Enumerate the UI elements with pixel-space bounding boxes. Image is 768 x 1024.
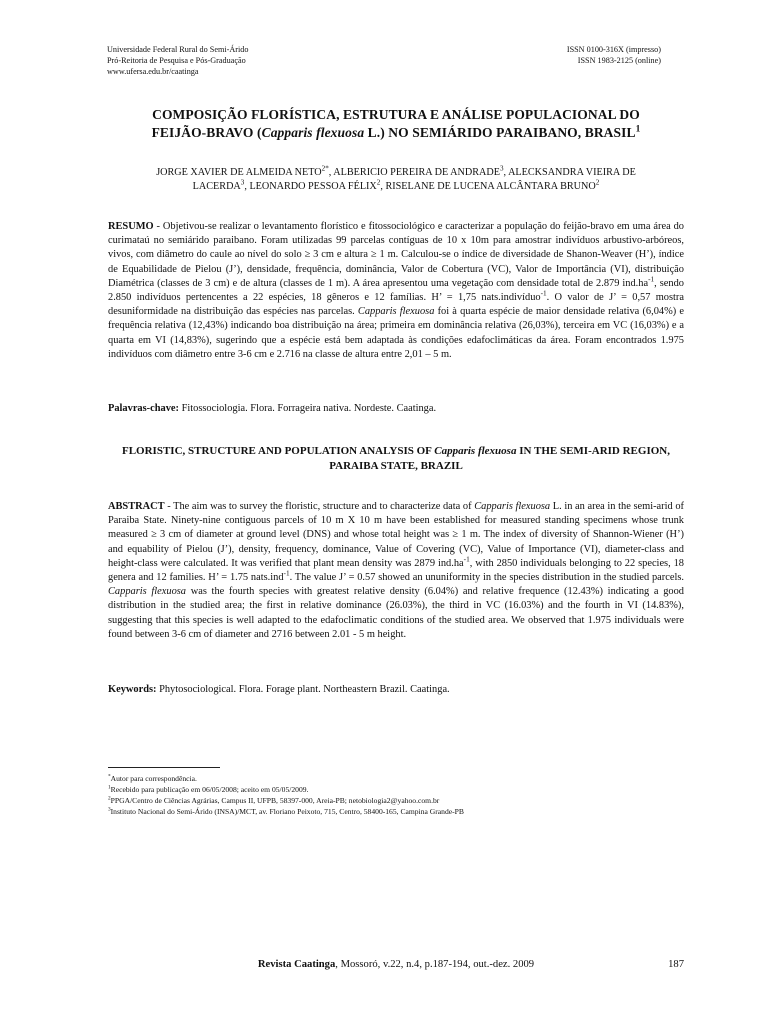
title-line-2 bbox=[108, 124, 684, 142]
author-line-2 bbox=[108, 180, 684, 194]
header-issn-online: ISSN 1983-2125 (online) bbox=[577, 56, 661, 65]
footnote-text: Instituto Nacional do Semi-Árido (INSA)/MCT, av. Floriano Peixoto, 715, Centro, 58400-165, Campina Grande-PB bbox=[110, 807, 464, 816]
footnote-rule bbox=[108, 767, 220, 768]
author-3-cont: LACERDA bbox=[192, 181, 241, 192]
resumo-paragraph bbox=[108, 220, 684, 362]
english-title-species: Capparis flexuosa bbox=[434, 445, 517, 457]
abstract-sup-2: -1 bbox=[283, 569, 290, 578]
footnote-mark: * bbox=[108, 773, 111, 780]
resumo-label: RESUMO bbox=[108, 221, 154, 232]
abstract-text-2: L. in an area in the semi-arid of Paraiba State. Ninety-nine contiguous parcels of 10 m X 10 m have been established for measured standing specimens whose trunk measured ≥ 3 cm of diameter at ground level (DNS) and whose total height was ≥ 1 m. The index of diversity of Shannon-Wiener (H’) and equability of Pielou (J’), density, frequency, dominance, Value of Covering (VC), Value of Importance (VI), diameter-class and height-class were calculated. It was verified that plant mean density was 2879 ind.ha bbox=[108, 501, 684, 569]
keywords-pt-label: Palavras-chave: bbox=[108, 403, 179, 414]
footnote-mark: 2 bbox=[108, 795, 111, 802]
abstract-paragraph bbox=[108, 500, 684, 642]
author-2: , ALBERICIO PEREIRA DE ANDRADE bbox=[328, 167, 500, 178]
abstract-label: ABSTRACT bbox=[108, 501, 165, 512]
title-line-1: COMPOSIÇÃO FLORÍSTICA, ESTRUTURA E ANÁLISE POPULACIONAL DO bbox=[152, 107, 640, 122]
english-title bbox=[108, 444, 684, 474]
english-title-pre: FLORISTIC, STRUCTURE AND POPULATION ANALYSIS OF bbox=[122, 445, 435, 457]
paper-title bbox=[108, 106, 684, 142]
author-2-mark: 3 bbox=[499, 164, 504, 173]
keywords-pt bbox=[108, 402, 684, 416]
title-footnote-mark: 1 bbox=[635, 124, 641, 135]
keywords-en bbox=[108, 683, 684, 697]
english-title-post: IN THE SEMI-ARID REGION, PARAIBA STATE, BRAZIL bbox=[329, 445, 670, 472]
abstract-text-5: was the fourth species with greatest relative density (6.04%) and relative frequence (12.43%) indicating a good distribution in the studied area; the first in relative dominance (26.03%), the third in VC (16.03%) and the fourth in VI (14.83%), suggesting that this species is well adapted to the edafoclimatic conditions of the studied area. We observed that 1.975 individuals were found between 3-6 cm of diameter and 2716 between 2.01 - 5 m height. bbox=[108, 586, 685, 640]
resumo-text-2: , sendo 2.850 indivíduos pertencentes a 22 espécies, 18 gêneros e 12 famílias. H’ = 1,75 nats.indivíduo bbox=[108, 277, 684, 304]
title-line-2-pre: FEIJÃO-BRAVO ( bbox=[151, 125, 262, 140]
footnote-text: Autor para correspondência. bbox=[110, 774, 197, 783]
footnote-item bbox=[108, 784, 464, 795]
footer-citation-text: , Mossoró, v.22, n.4, p.187-194, out.-dez. 2009 bbox=[335, 959, 535, 970]
resumo-text-1: - Objetivou-se realizar o levantamento florístico e fitossociológico e caracterizar a população do feijão-bravo em uma área do curimataú no semiárido paraibano. Foram utilizadas 99 parcelas contíguas de 10 x 10m para amostrar indivíduos arbustivo-arbóreos, vivos, com diâmetro do caule ao nível do solo ≥ 3 cm e altura ≥ 1 m. Calculou-se o índice de diversidade de Shanon-Weaver (H’), índice de Equabilidade de Pielou (J’), densidade, frequência, dominância, Valor de Cobertura (VC), Valor de Importância (VI), distribuição Diamétrica (classes de 3 cm) e de altura (classes de 1 m). A área apresentou uma vegetação com densidade total de 2.879 ind.ha bbox=[108, 221, 684, 289]
resumo-text-3: . O valor de J’ = 0,57 mostra desuniformidade na distribuição das espécies nas parcelas. bbox=[108, 292, 684, 318]
author-1: JORGE XAVIER DE ALMEIDA NETO bbox=[156, 167, 322, 178]
footer-journal-name: Revista Caatinga bbox=[257, 959, 336, 970]
abstract-species-1: Capparis flexuosa bbox=[474, 501, 551, 512]
footer-citation bbox=[108, 958, 684, 972]
header-university: Universidade Federal Rural do Semi-Árido bbox=[107, 45, 249, 54]
header-website: www.ufersa.edu.br/caatinga bbox=[107, 67, 199, 76]
abstract-text-3: , with 2850 individuals belonging to 22 species, 18 genera and 12 families. H’ = 1.75 nats.ind bbox=[108, 557, 684, 584]
abstract-text-1: - The aim was to survey the floristic, structure and to characterize data of bbox=[164, 501, 475, 512]
author-3: , ALECKSANDRA VIEIRA DE bbox=[503, 167, 636, 178]
author-4-mark: 2 bbox=[376, 178, 381, 187]
footnote-mark: 3 bbox=[108, 806, 111, 813]
abstract-species-2: Capparis flexuosa bbox=[108, 586, 187, 598]
author-4: , LEONARDO PESSOA FÉLIX bbox=[244, 181, 377, 192]
footnote-text: Recebido para publicação em 06/05/2008; aceito em 05/05/2009. bbox=[110, 785, 309, 794]
page-footer bbox=[108, 958, 684, 972]
footnote-mark: 1 bbox=[108, 784, 111, 791]
journal-header-left bbox=[107, 44, 248, 77]
author-3-mark: 3 bbox=[240, 178, 245, 187]
footnote-item bbox=[108, 795, 464, 806]
resumo-sup-2: -1 bbox=[540, 289, 547, 298]
resumo-text-4: foi à quarta espécie de maior densidade relativa (6,04%) e frequência relativa (12,43%) indicando boa distribuição na área; primeira em dominância relativa (26,03%), terceira em VC (16,03%) e a quarta em VI (14,83%), sugerindo que a espécie está bem adaptada às condições edafoclimáticas da área. Foram encontrados 1.975 indivíduos com diâmetro entre 3-6 cm e 2.716 na classe de altura entre 2,01 – 5 m. bbox=[108, 306, 685, 360]
keywords-en-text: Phytosociological. Flora. Forage plant. Northeastern Brazil. Caatinga. bbox=[156, 684, 450, 695]
title-line-2-post: L.) NO SEMIÁRIDO PARAIBANO, BRASIL bbox=[364, 125, 636, 140]
resumo-sup-1: -1 bbox=[648, 275, 655, 284]
keywords-en-label: Keywords: bbox=[108, 684, 157, 695]
author-1-mark: 2* bbox=[321, 164, 329, 173]
header-issn-print: ISSN 0100-316X (impresso) bbox=[566, 45, 661, 54]
page-number: 187 bbox=[668, 959, 684, 970]
title-species: Capparis flexuosa bbox=[261, 125, 365, 140]
author-5: , RISELANE DE LUCENA ALCÂNTARA BRUNO bbox=[380, 181, 596, 192]
keywords-pt-text: Fitossociologia. Flora. Forrageira nativa. Nordeste. Caatinga. bbox=[178, 403, 437, 414]
header-dept: Pró-Reitoria de Pesquisa e Pós-Graduação bbox=[107, 56, 246, 65]
author-5-mark: 2 bbox=[595, 178, 600, 187]
footnotes bbox=[108, 773, 464, 817]
footnote-item bbox=[108, 806, 464, 817]
journal-header-right bbox=[567, 44, 661, 66]
abstract-sup-1: -1 bbox=[463, 555, 470, 564]
footnote-text: PPGA/Centro de Ciências Agrárias, Campus II, UFPB, 58397-000, Areia-PB; netobiologia2@yahoo.com.br bbox=[110, 796, 440, 805]
abstract-text-4: . The value J’ = 0.57 showed an ununiformity in the species distribution in the studied parcels. bbox=[289, 572, 685, 584]
author-list bbox=[108, 166, 684, 194]
resumo-species: Capparis flexuosa bbox=[357, 306, 435, 318]
footnote-item bbox=[108, 773, 464, 784]
